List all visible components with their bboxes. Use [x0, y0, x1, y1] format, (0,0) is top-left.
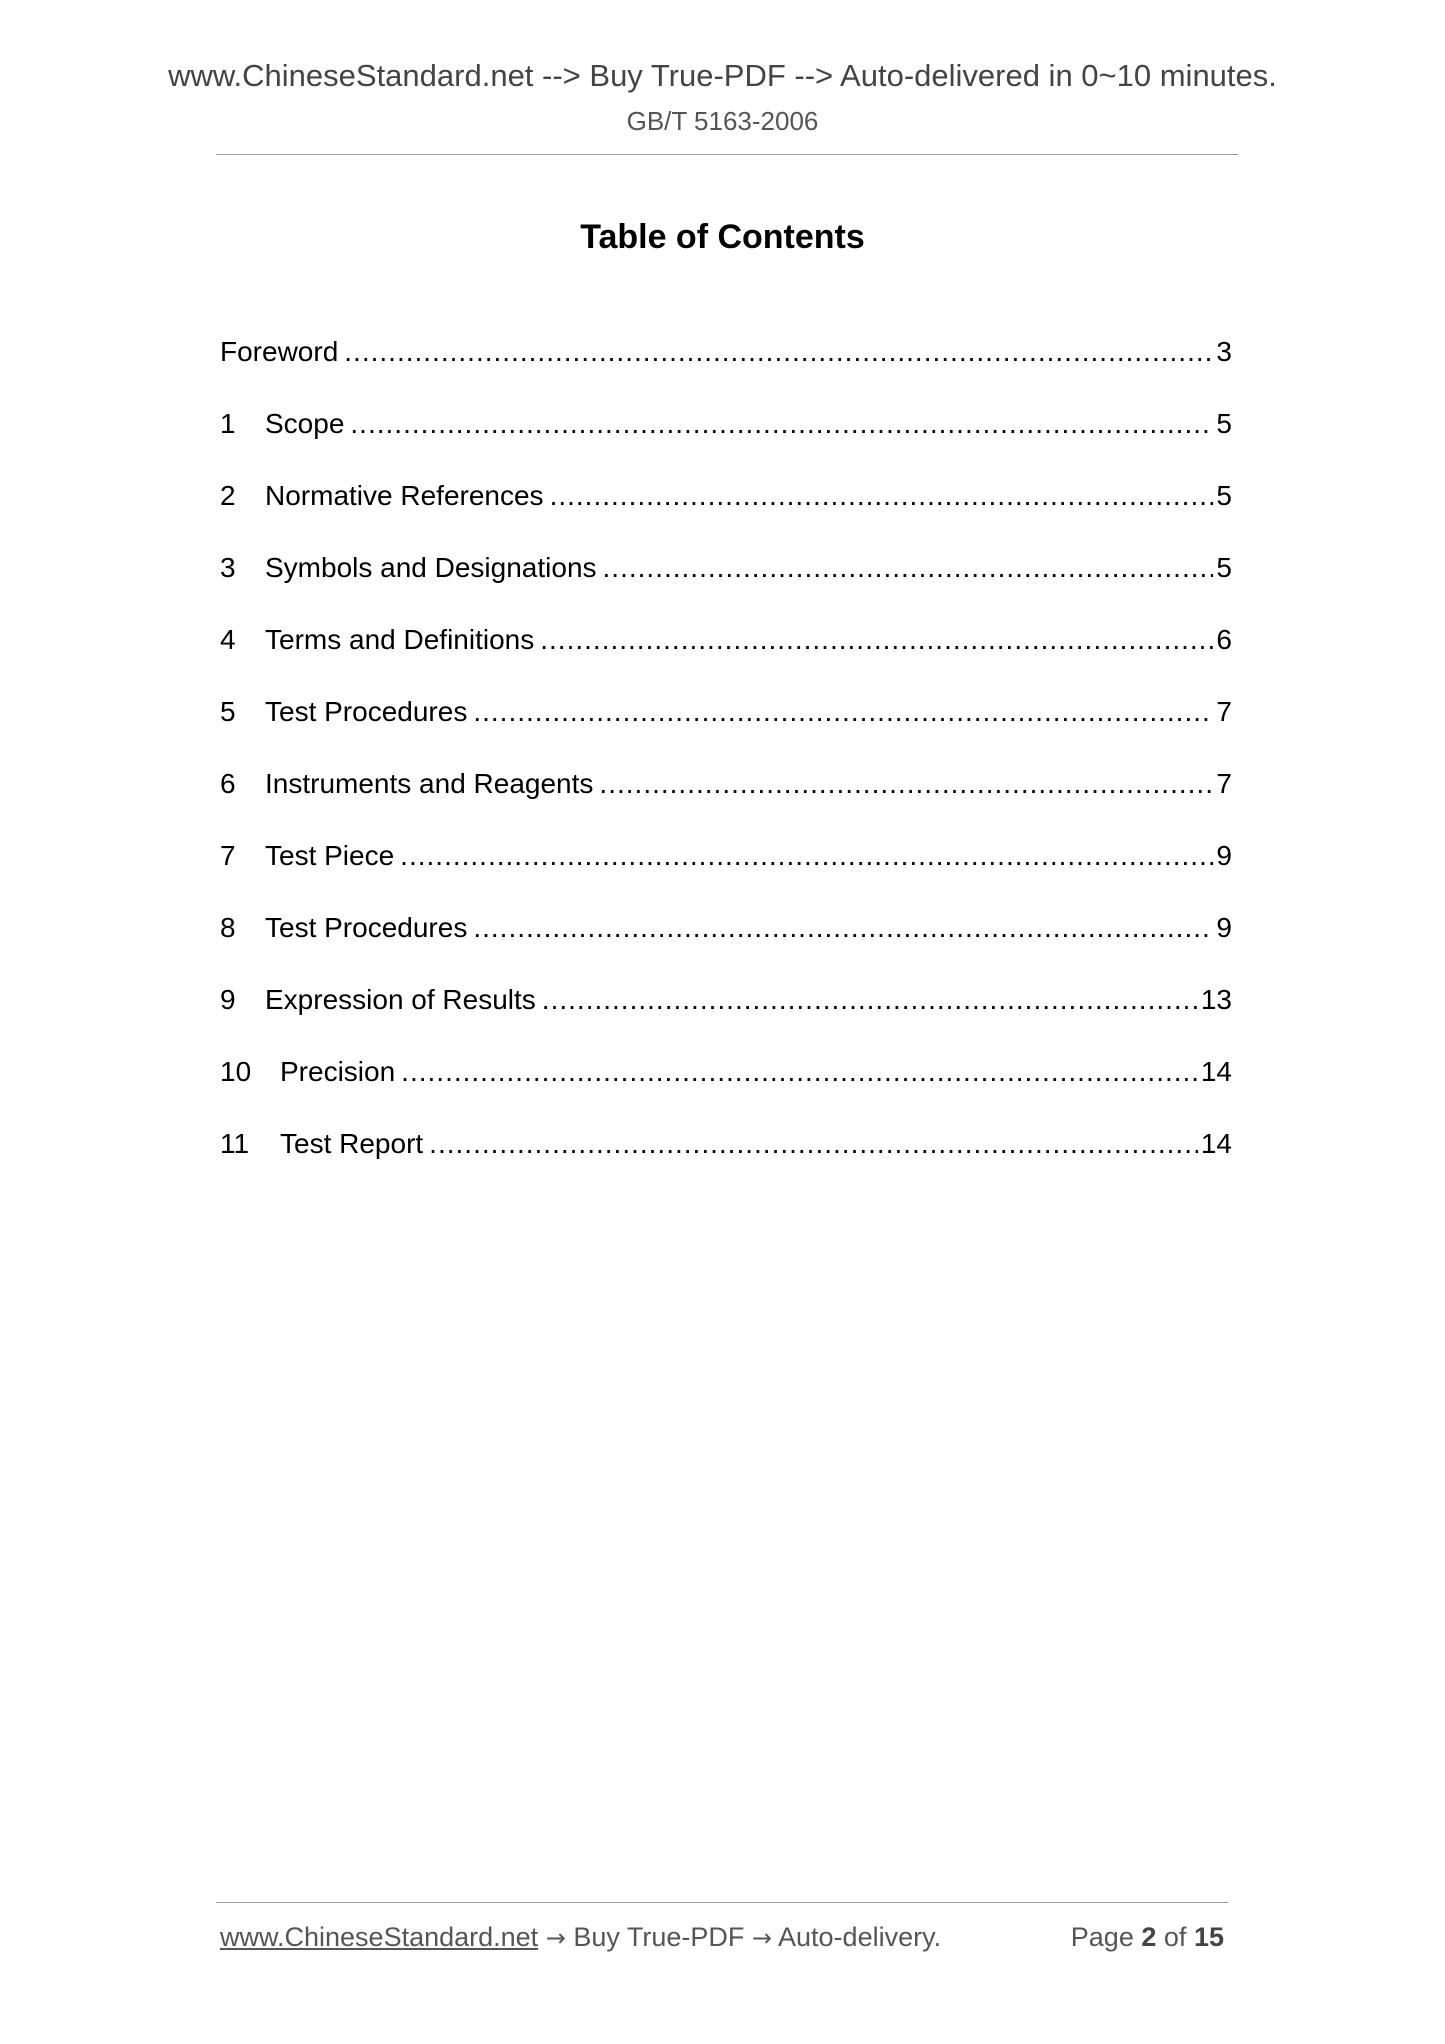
- footer-site-link[interactable]: www.ChineseStandard.net: [220, 1922, 539, 1952]
- toc-entry-number: 11: [220, 1128, 250, 1159]
- toc-entry-number: 5: [220, 696, 236, 727]
- toc-entry[interactable]: [220, 696, 1232, 768]
- toc-entry-label: Foreword: [220, 336, 339, 367]
- toc-entry-label: Expression of Results: [265, 984, 536, 1015]
- header-divider: [216, 154, 1238, 155]
- toc-dot-leader: [401, 1056, 1198, 1088]
- toc-entry-page: 5: [1216, 408, 1232, 439]
- toc-entry-page: 5: [1216, 480, 1232, 511]
- toc-entry[interactable]: [220, 912, 1232, 984]
- toc-entry-page: 5: [1216, 552, 1232, 583]
- toc-entry-label: Terms and Definitions: [265, 624, 535, 655]
- toc-dot-leader: [473, 912, 1213, 944]
- toc-entry-page: 9: [1216, 840, 1232, 871]
- current-page-number: 2: [1141, 1922, 1157, 1952]
- toc-title: Table of Contents: [580, 218, 865, 256]
- toc-dot-leader: [599, 768, 1213, 800]
- toc-entry-page: 7: [1216, 696, 1232, 727]
- toc-entry-page: 14: [1200, 1128, 1232, 1159]
- toc-entry[interactable]: [220, 408, 1232, 480]
- toc-dot-leader: [400, 840, 1213, 872]
- arrow-right-icon: →: [751, 1924, 772, 1952]
- footer-promo: [220, 1922, 941, 1953]
- toc-entry-number: 2: [220, 480, 236, 511]
- toc-dot-leader: [473, 696, 1213, 728]
- toc-entry-page: 6: [1216, 624, 1232, 655]
- arrow-right-icon: →: [545, 1924, 566, 1952]
- toc-entry[interactable]: [220, 336, 1232, 408]
- toc-entry-number: 9: [220, 984, 236, 1015]
- toc-dot-leader: [603, 552, 1214, 584]
- of-word: of: [1163, 1922, 1187, 1952]
- toc-entry-page: 13: [1200, 984, 1232, 1015]
- toc-entry[interactable]: [220, 624, 1232, 696]
- toc-dot-leader: [542, 984, 1198, 1016]
- total-page-number: 15: [1193, 1922, 1224, 1952]
- toc-entry-label: Normative References: [265, 480, 544, 511]
- toc-entry-label: Test Report: [280, 1128, 424, 1159]
- toc-entry-label: Symbols and Designations: [265, 552, 597, 583]
- top-banner: www.ChineseStandard.net --> Buy True-PDF --> Auto-delivered in 0~10 minutes.: [168, 58, 1277, 93]
- toc-entry[interactable]: [220, 984, 1232, 1056]
- toc-entry-label: Test Piece: [265, 840, 395, 871]
- toc-entry[interactable]: [220, 768, 1232, 840]
- toc-entry-label: Test Procedures: [265, 696, 468, 727]
- toc-entry-number: 7: [220, 840, 236, 871]
- toc-entry-number: 4: [220, 624, 236, 655]
- toc-dot-leader: [540, 624, 1213, 656]
- toc-entry-page: 14: [1200, 1056, 1232, 1087]
- toc-dot-leader: [350, 408, 1213, 440]
- toc-entry-number: 8: [220, 912, 236, 943]
- toc-entry-page: 7: [1216, 768, 1232, 799]
- toc-entry-number: 10: [220, 1056, 252, 1087]
- toc-entry-label: Test Procedures: [265, 912, 468, 943]
- toc-entry-number: 6: [220, 768, 236, 799]
- table-of-contents: [220, 336, 1232, 1200]
- toc-entry[interactable]: [220, 480, 1232, 552]
- toc-entry-label: Instruments and Reagents: [265, 768, 594, 799]
- page-word: Page: [1070, 1922, 1134, 1952]
- toc-entry-label: Scope: [265, 408, 345, 439]
- footer-delivery-text: Auto-delivery.: [778, 1922, 942, 1952]
- footer-divider: [216, 1902, 1228, 1903]
- toc-dot-leader: [550, 480, 1214, 512]
- toc-entry-page: 3: [1216, 336, 1232, 367]
- footer-buy-text: Buy True-PDF: [573, 1922, 745, 1952]
- toc-entry-number: 3: [220, 552, 236, 583]
- toc-entry[interactable]: [220, 1128, 1232, 1200]
- toc-entry[interactable]: [220, 1056, 1232, 1128]
- page-indicator: [1071, 1922, 1224, 1953]
- toc-entry[interactable]: [220, 840, 1232, 912]
- toc-entry-page: 9: [1216, 912, 1232, 943]
- toc-dot-leader: [344, 336, 1213, 368]
- toc-dot-leader: [429, 1128, 1198, 1160]
- toc-entry-label: Precision: [280, 1056, 396, 1087]
- toc-entry-number: 1: [220, 408, 236, 439]
- toc-entry[interactable]: [220, 552, 1232, 624]
- standard-code: GB/T 5163-2006: [626, 106, 819, 136]
